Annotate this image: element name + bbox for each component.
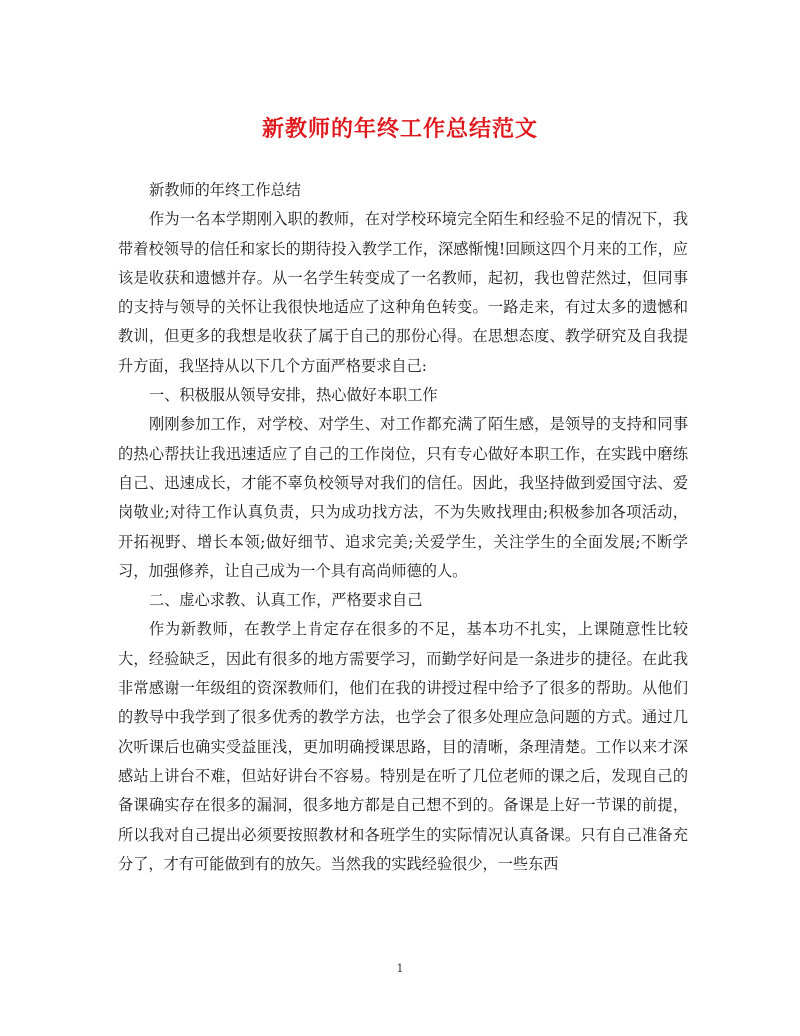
paragraph-subtitle: 新教师的年终工作总结 [149,181,301,199]
paragraph-intro: 作为一名本学期刚入职的教师，在对学校环境完全陌生和经验不足的情况下，我带着校领导的信任和家长的期待投入教学工作，深感惭愧!回顾这四个月来的工作，应该是收获和遗憾并存。从一名学生转变成了一名教师，起初，我也曾茫然过，但同事的支持与领导的关怀让我很快地适应了这种角色转变。一路走来，有过太多的遗憾和教训，但更多的我想是收获了属于自己的那份心得。在思想态度、教学研究及自我提升方面，我坚持从以下几个方面严格要求自己: [118,210,688,375]
document-title: 新教师的年终工作总结范文 [261,116,538,142]
section-heading-1: 一、积极服从领导安排，热心做好本职工作 [149,386,438,405]
paragraph-section-2: 作为新教师，在教学上肯定存在很多的不足，基本功不扎实，上课随意性比较大，经验缺乏，因此有很多的地方需要学习，而勤学好问是一条进步的捷径。在此我非常感谢一年级组的资深教师们，他们在我的讲授过程中给予了很多的帮助。从他们的教导中我学到了很多优秀的教学方法，也学会了很多处理应急问题的方式。通过几次听课后也确实受益匪浅，更加明确授课思路，目的清晰，条理清楚。工作以来才深感站上讲台不难，但站好讲台不容易。特别是在听了几位老师的课之后，发现自己的备课确实存在很多的漏洞，很多地方都是自己想不到的。备课是上好一节课的前提，所以我对自己提出必须要按照教材和各班学生的实际情况认真备课。只有自己准备充分了，才有可能做到有的放矢。当然我的实践经验很少，一些东西 [118,620,688,873]
document-body [118,176,688,879]
paragraph-section-1: 刚刚参加工作，对学校、对学生、对工作都充满了陌生感，是领导的支持和同事的热心帮扶让我迅速适应了自己的工作岗位，只有专心做好本职工作，在实践中磨练自己、迅速成长，才能不辜负校领导对我们的信任。因此，我坚持做到爱国守法、爱岗敬业;对待工作认真负责，只为成功找方法，不为失败找理由;积极参加各项活动，开拓视野、增长本领;做好细节、追求完美;关爱学生，关注学生的全面发展;不断学习，加强修养，让自己成为一个具有高尚师德的人。 [118,415,688,580]
page-number: 1 [396,962,404,975]
section-heading-2: 二、虚心求教、认真工作，严格要求自己 [149,591,423,610]
